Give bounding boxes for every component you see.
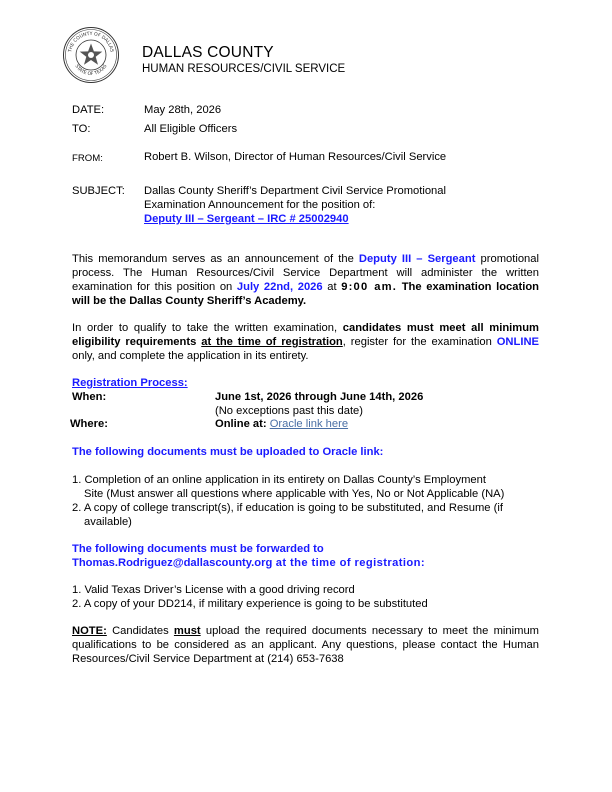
upload-item-1-line-1: 1. Completion of an online application in its entirety on Dallas County’s Employment [72,474,486,486]
online-keyword: ONLINE [496,336,539,348]
org-subtitle: HUMAN RESOURCES/CIVIL SERVICE [142,63,346,75]
exam-time: 9:00 am. [341,281,398,293]
from-value: Robert B. Wilson, Director of Human Resources/Civil Service [144,151,447,163]
note-must: must [173,625,201,637]
exam-date: July 22nd, 2026 [236,281,323,293]
forward-heading-line-1: The following documents must be forwarded to [72,543,324,555]
when-value: June 1st, 2026 through June 14th, 2026 [215,391,424,403]
svg-text:THE COUNTY OF DALLAS: THE COUNTY OF DALLAS [68,31,114,53]
subject-position-link[interactable]: Deputy III – Sergeant – IRC # 25002940 [144,213,349,225]
position-name: Deputy III – Sergeant [358,253,476,265]
subject-line-2: Examination Announcement for the position of: [144,199,376,211]
to-value: All Eligible Officers [144,123,238,135]
upload-heading: The following documents must be uploaded to Oracle link: [72,446,384,458]
date-label: DATE: [72,104,105,116]
from-label: FROM: [72,153,103,164]
upload-item-1-line-2: Site (Must answer all questions where applicable with Yes, No or Not Applicable (NA) [84,488,505,500]
oracle-link[interactable]: Oracle link here [269,418,349,430]
eligibility-paragraph: In order to qualify to take the written examination, candidates must meet all minimum eligibility requirements at the time of registration, register for the examination ONLINE only, and complete the application in its entirety. [72,322,539,362]
date-value: May 28th, 2026 [144,104,222,116]
contact-email[interactable]: Thomas.Rodriguez@dallascounty.org [72,557,273,569]
where-label: Where: [70,418,108,430]
subject-line-1: Dallas County Sheriff’s Department Civil Service Promotional [144,185,446,197]
registration-timing: at the time of registration [201,336,343,348]
forward-item-2: 2. A copy of your DD214, if military experience is going to be substituted [72,598,428,610]
county-seal [62,26,120,84]
registration-heading: Registration Process: [72,377,188,389]
when-label: When: [72,391,107,403]
org-name: DALLAS COUNTY [142,44,274,61]
announcement-paragraph: This memorandum serves as an announcement of the Deputy III – Sergeant promotional process. The Human Resources/Civil Service Department will administer the written examination for this position on July 22nd, 2026 at 9:00 am. The examination location will be the Dallas County Sheriff’s Academy. [72,253,539,307]
when-note: (No exceptions past this date) [215,405,363,417]
note-paragraph: NOTE: Candidates must upload the required documents necessary to meet the minimum qualifications to be considered as an applicant. Any questions, please contact the Human Resources/Civil Service Department at (214) 653-7638 [72,625,539,665]
svg-text:STATE OF TEXAS: STATE OF TEXAS [73,64,109,78]
upload-item-2-line-2: available) [84,516,132,528]
note-label: NOTE: [72,625,107,637]
to-label: TO: [72,123,91,135]
upload-item-2-line-1: 2. A copy of college transcript(s), if education is going to be substituted, and Resume (if [72,502,503,514]
forward-item-1: 1. Valid Texas Driver’s License with a good driving record [72,584,355,596]
forward-heading-line-2: Thomas.Rodriguez@dallascounty.org at the time of registration: [72,557,425,569]
subject-label: SUBJECT: [72,185,125,197]
where-value: Online at: Oracle link here [215,418,349,430]
